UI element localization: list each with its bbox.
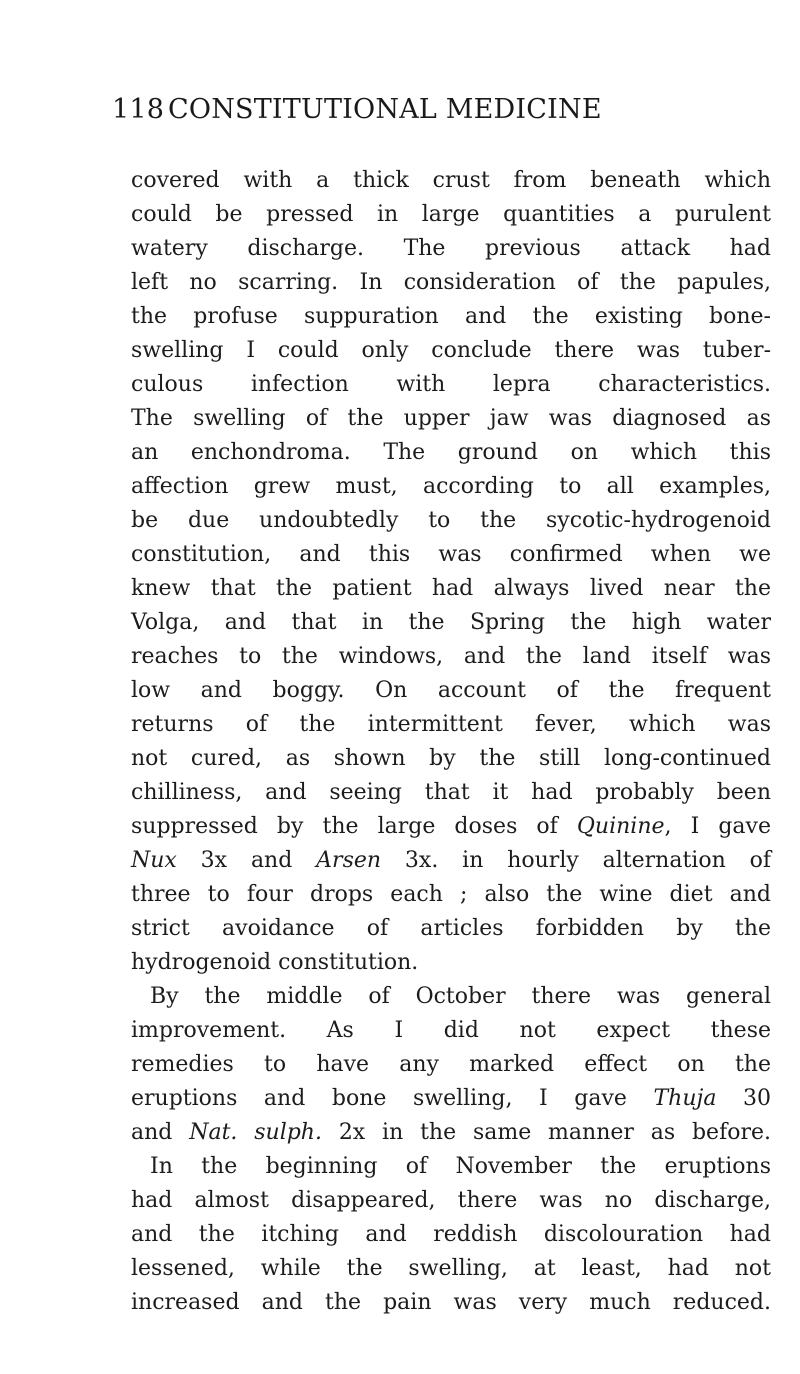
text-line: the profuse suppuration and the existing bone-: [131, 304, 771, 329]
text-line: In the beginning of November the eruptions: [150, 1154, 771, 1179]
running-title: CONSTITUTIONAL MEDICINE: [168, 94, 602, 125]
text-line: strict avoidance of articles forbidden by the: [131, 916, 771, 941]
text-line: returns of the intermittent fever, which was: [131, 712, 771, 737]
italic-term: Nux: [131, 848, 177, 873]
text-line: reaches to the windows, and the land itself was: [131, 644, 771, 669]
text-line: swelling I could only conclude there was tuber-: [131, 338, 771, 363]
text-line: By the middle of October there was general: [150, 984, 771, 1009]
text-line: Volga, and that in the Spring the high water: [131, 610, 771, 635]
text-line: Nux 3x and Arsen 3x. in hourly alternation of: [131, 848, 771, 873]
text-line: an enchondroma. The ground on which this: [131, 440, 771, 465]
text-line: be due undoubtedly to the sycotic-hydrogenoid: [131, 508, 771, 533]
text-line: knew that the patient had always lived near the: [131, 576, 771, 601]
text-line: eruptions and bone swelling, I gave Thuja 30: [131, 1086, 771, 1111]
text-line: and Nat. sulph. 2x in the same manner as before.: [131, 1120, 771, 1145]
text-line: suppressed by the large doses of Quinine, I gave: [131, 814, 771, 839]
text-line: could be pressed in large quantities a purulent: [131, 202, 771, 227]
text-line: constitution, and this was confirmed when we: [131, 542, 771, 567]
italic-term: Arsen: [316, 848, 382, 873]
text-line: three to four drops each ; also the wine diet and: [131, 882, 771, 907]
text-line: watery discharge. The previous attack had: [131, 236, 771, 261]
text-line: The swelling of the upper jaw was diagnosed as: [131, 406, 771, 431]
italic-term: Quinine: [576, 814, 665, 839]
text-line: left no scarring. In consideration of the papules,: [131, 270, 771, 295]
text-line: culous infection with lepra characteristics.: [131, 372, 771, 397]
text-line: hydrogenoid constitution.: [131, 950, 419, 975]
text-line: low and boggy. On account of the frequent: [131, 678, 771, 703]
text-line: remedies to have any marked effect on the: [131, 1052, 771, 1077]
text-line: not cured, as shown by the still long-continued: [131, 746, 771, 771]
text-line: improvement. As I did not expect these: [131, 1018, 771, 1043]
text-line: and the itching and reddish discolouration had: [131, 1222, 771, 1247]
text-line: covered with a thick crust from beneath which: [131, 168, 771, 193]
text-line: affection grew must, according to all examples,: [131, 474, 771, 499]
page-number: 118: [112, 94, 165, 125]
text-line: had almost disappeared, there was no discharge,: [131, 1188, 771, 1213]
italic-term: Thuja: [653, 1086, 717, 1111]
text-line: increased and the pain was very much reduced.: [131, 1290, 771, 1315]
italic-term: Nat. sulph.: [189, 1120, 322, 1145]
text-line: lessened, while the swelling, at least, had not: [131, 1256, 771, 1281]
text-line: chilliness, and seeing that it had probably been: [131, 780, 771, 805]
